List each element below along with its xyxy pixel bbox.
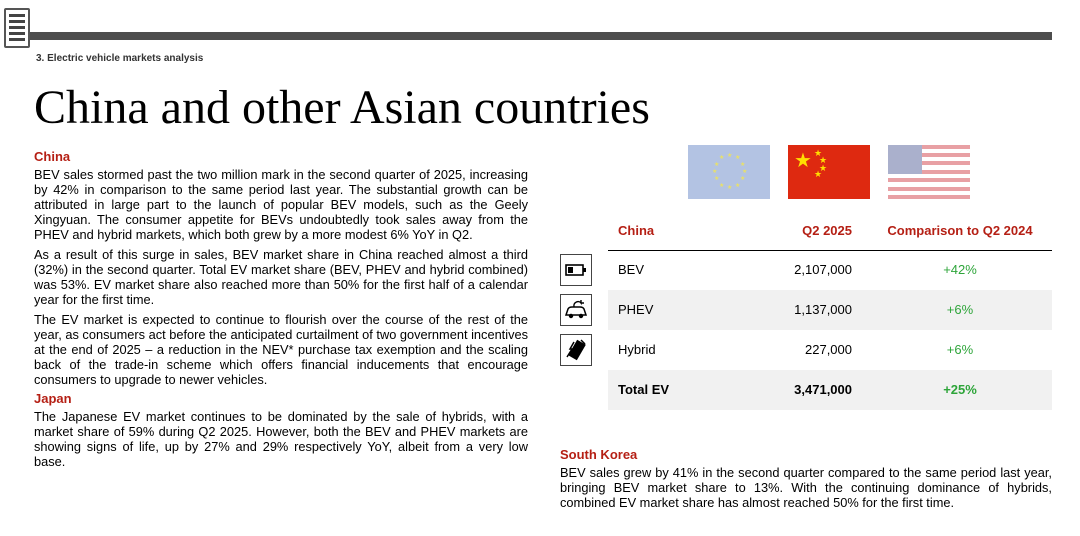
japan-paragraph: The Japanese EV market continues to be dominated by the sale of hybrids, with a market share of 59% during Q2 2025. However, both the BEV and PHEV markets are showing signs of life, up by 27% and 29% respectively YoY, albeit from a very low base. xyxy=(34,409,528,469)
row-label: BEV xyxy=(618,262,645,277)
china-paragraph-1: BEV sales stormed past the two million mark in the second quarter of 2025, increasing by 42% in comparison to the same period last year. The substantial growth can be attributed in large part to the launch of popular BEV models, such as the Geely Xingyuan. The consumer appetite for BEVs undoubtedly took sales away from the PHEV and hybrid markets, which both grew by a more modest 6% YoY in Q2. xyxy=(34,167,528,242)
row-change: +25% xyxy=(943,382,977,397)
fuel-charge-icon xyxy=(560,334,592,366)
document-icon xyxy=(4,8,30,48)
row-change: +42% xyxy=(943,262,977,277)
column-header: China xyxy=(618,223,655,238)
table-row xyxy=(608,250,1052,290)
japan-heading: Japan xyxy=(34,391,72,406)
section-label: 3. Electric vehicle markets analysis xyxy=(36,53,204,64)
table-total-row xyxy=(608,370,1052,410)
china-paragraph-2: As a result of this surge in sales, BEV market share in China reached almost a third (32%) in the second quarter. Total EV market share (BEV, PHEV and hybrid combined) was 53%. EV market share also reached more than 50% for the first half of a calendar year for the first time. xyxy=(34,247,528,307)
left-column xyxy=(34,150,528,474)
row-change: +6% xyxy=(946,302,974,317)
table-row xyxy=(608,330,1052,370)
row-label: PHEV xyxy=(618,302,654,317)
china-heading: China xyxy=(34,149,71,164)
row-change: +6% xyxy=(946,342,974,357)
battery-icon xyxy=(560,254,592,286)
row-value: 1,137,000 xyxy=(794,302,852,317)
page-title: China and other Asian countries xyxy=(34,81,650,134)
south-korea-heading: South Korea xyxy=(560,447,638,462)
column-header: Comparison to Q2 2024 xyxy=(887,223,1033,238)
row-label: Total EV xyxy=(618,382,670,397)
china-paragraph-3: The EV market is expected to continue to flourish over the course of the rest of the year, as consumers act before the anticipated curtailment of two government incentives at the end of 2025 – a reduction in the NEV* purchase tax exemption and the scaling back of the trade-in scheme which offers financial inducements that encourage consumers to upgrade to newer vehicles. xyxy=(34,312,528,387)
table-header-row xyxy=(608,216,1052,248)
row-value: 3,471,000 xyxy=(794,382,852,397)
china-flag-icon: ★ ★ ★ ★ ★ xyxy=(788,145,870,199)
us-flag-icon xyxy=(888,145,970,199)
table-row xyxy=(608,290,1052,330)
header-bar xyxy=(4,32,1052,40)
eu-flag-icon: ★ ★ ★ ★ ★ ★ ★ ★ ★ ★ ★ ★ xyxy=(688,145,770,199)
row-label: Hybrid xyxy=(618,342,656,357)
row-value: 227,000 xyxy=(805,342,852,357)
plug-car-icon xyxy=(560,294,592,326)
south-korea-paragraph: BEV sales grew by 41% in the second quarter compared to the same period last year, bringing BEV market share to 13%. With the continuing dominance of hybrids, combined EV market share has almost reached 50% for the first time. xyxy=(560,465,1052,510)
south-korea-section xyxy=(560,448,1052,515)
row-value: 2,107,000 xyxy=(794,262,852,277)
column-header: Q2 2025 xyxy=(802,223,852,238)
